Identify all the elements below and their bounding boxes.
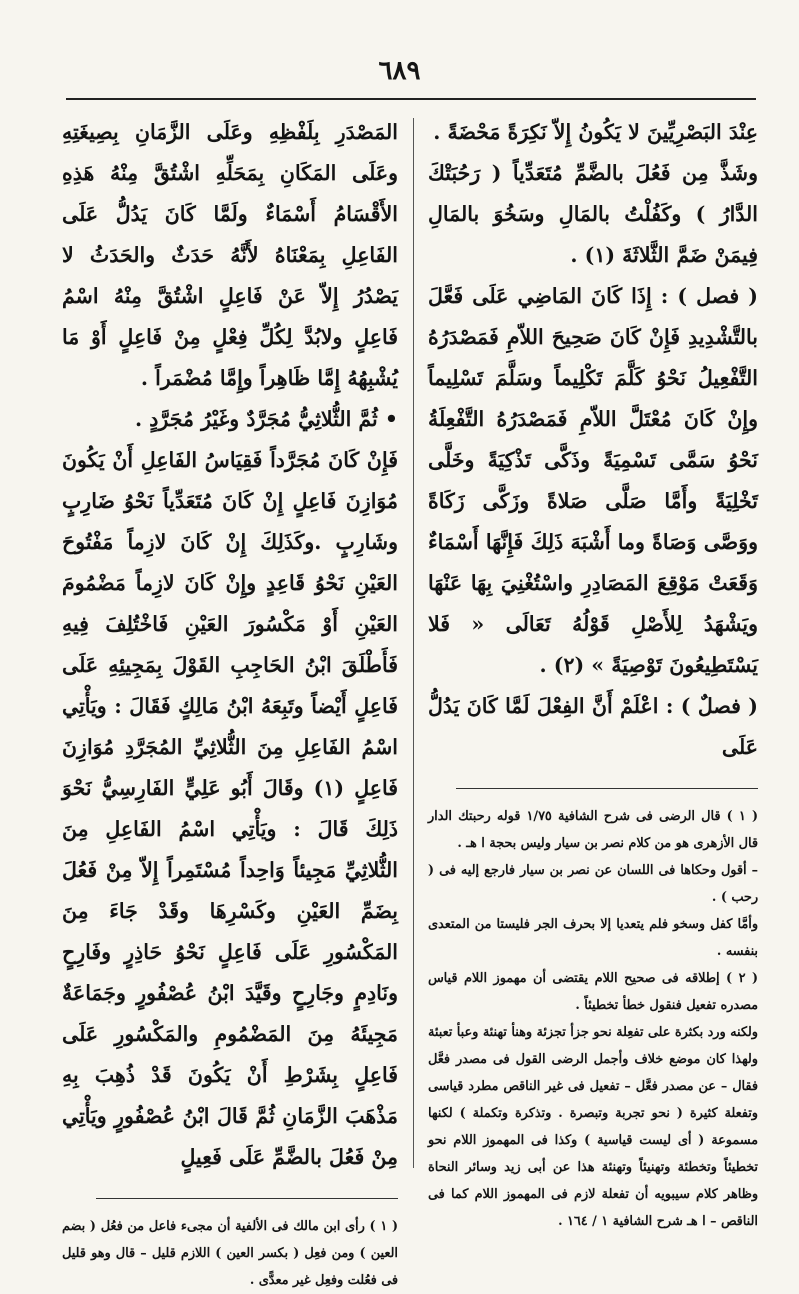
paragraph: عِنْدَ البَصْرِيِّينَ لا يَكُونُ إِلاّ نَكِرَةً مَحْضَةً . [433,120,758,144]
footnote: ولكنه ورد بكثرة على تفعِلة نحو جزأ تجزئة وهنأ تهنئة وعبأ تعبئة ولهذا كان موضع خلاف وأجمل الرضى القول فى مصدر فعَّل فقال – عن مصدر فعَّل – تفعيل فى غير الناقص مطرد قياسى وتفعلة كثيرة ( نحو تجربة وتبصرة . وتذكرة وتكملة ) لكنها مسموعة ( أى ليست قياسية ) وكذا فى المهموز اللام نحو تخطيئاً وتخطئة وتهنيئاً وتهنئة هذا عن أبى زيد وسائر النحاة وظاهر كلام سيبويه أن تفعلة لازم فى المهموز اللام كما فى الناقص – ا هـ شرح الشافية ١ / ١٦٤ . [428,1025,758,1229]
footnote: وأمَّا كفل وسخو فلم يتعديا إلا بحرف الجر فليستا من المتعدى بنفسه . [428,917,758,959]
paragraph: فَإِنْ كَانَ مُجَرَّداً فَقِيَاسُ الفَاعِلِ أَنْ يَكُونَ مُوَازِنَ فَاعِلٍ إِنْ كَانَ مُتَعَدِّياً نَحْوُ ضَارِبٍ وشَارِبٍ .وكَذَلِكَ إِنْ كَانَ لازِماً مَفْتُوحَ العَيْنِ نَحْوُ قَاعِدٍ وإِنْ كَانَ لازِماً مَضْمُومَ العَيْنِ أَوْ مَكْسُورَ العَيْنِ فَاخْتُلِفَ فِيهِ فَأَطْلَقَ ابْنُ الحَاجِبِ القَوْلَ بِمَجِيئِهِ عَلَى فَاعِلٍ أَيْضاً وتَبِعَهُ ابْنُ مَالِكٍ فَقَالَ : ويَأْتِي اسْمُ الفَاعِلِ مِنَ الثُّلاثِيِّ المُجَرَّدِ مُوَازِنَ فَاعِلٍ (١) وقَالَ أَبُو عَلِيٍّ الفَارِسِيُّ نَحْوَ ذَلِكَ قَالَ : ويَأْتِي اسْمُ الفَاعِلِ مِنَ الثُّلاثِيِّ مَجِيئاً وَاحِداً مُسْتَمِراً إِلاّ مِنْ فَعُلَ بِضَمِّ العَيْنِ وكَسْرِهَا وقَدْ جَاءَ مِنَ المَكْسُورِ عَلَى فَاعِلٍ نَحْوُ حَاذِرٍ وفَارِحٍ ونَادِمٍ وجَارِحٍ وقَيَّدَ ابْنُ عُصْفُورٍ وجَمَاعَةٌ مَجِيئَهُ مِنَ المَضْمُومِ والمَكْسُورِ عَلَى فَاعِلٍ بِشَرْطِ أَنْ يَكُونَ قَدْ ذُهِبَ بِهِ مَذْهَبَ الزَّمَانِ ثُمَّ قَالَ ابْنُ عُصْفُورٍ ويَأْتِي مِنْ فَعُلَ بالضَّمِّ عَلَى فَعِيلٍ [62,448,399,1169]
paragraph: المَصْدَرِ بِلَفْظِهِ وعَلَى الزَّمَانِ بِصِيغَتِهِ وعَلَى المَكَانِ بِمَحَلِّهِ اشْتُقَّ مِنْهُ هَذِهِ الأَقْسَامُ أَسْمَاءٌ ولَمَّا كَانَ يَدُلُّ عَلَى الفَاعِلِ بِمَعْنَاهُ لأَنَّهُ حَدَثٌ والحَدَثُ لا يَصْدُرُ إِلاّ عَنْ فَاعِلٍ اشْتُقَّ مِنْهُ اسْمُ فَاعِلٍ ولابُدَّ لِكُلِّ فِعْلٍ مِنْ فَاعِلٍ أَوْ مَا يُشْبِهُهُ إِمَّا ظَاهِراً وإِمَّا مُضْمَراً . [62,120,398,390]
left-column-main-text [62,112,398,1178]
footnote-rule [96,1198,398,1199]
page-number: ٦٨٩ [378,56,421,86]
footnote: ( ٢ ) إطلاقه فى صحيح اللام يقتضى أن مهموز اللام قياس مصدره تفعيل فنقول خطأ تخطيئاً . [428,971,758,1013]
footnote-rule [456,788,758,789]
right-column-footnotes [428,803,758,1235]
left-column-footnotes [62,1213,398,1294]
right-column-main-text [428,112,758,768]
paragraph: • ثُمَّ الثُّلاثِيُّ مُجَرَّدٌ وغَيْرُ مُجَرَّدٍ . [135,407,398,431]
paragraph: ( فصلٌ ) : اعْلَمْ أَنَّ الفِعْلَ لَمَّا كَانَ يَدُلُّ عَلَى [428,694,758,759]
footnote: ( ١ ) قال الرضى فى شرح الشافية ١/٧٥ قوله رحبتك الدار قال الأزهرى هو من كلام نصر بن سيار وليس بحجة ا هـ . [428,809,758,851]
footnote: – أقول وحكاها فى اللسان عن نصر بن سيار فارجع إليه فى ( رحب ) . [428,863,758,905]
column-divider [413,118,414,1168]
right-column [428,112,758,1235]
paragraph: وشَذَّ مِن فَعُلَ بالضَّمِّ مُتَعَدِّياً ( رَحُبَتْكَ الدَّارُ ) وكَفُلْتُ بالمَالِ وسَخُوَ بالمَالِ فِيمَنْ ضَمَّ الثَّلاثَةَ (١) . [428,161,758,267]
footnote: ( ١ ) رأى ابن مالك فى الألفية أن مجىء فاعل من فعُل ( بضم العين ) ومن فعِل ( بكسر العين ) اللازم قليل – قال وهو قليل فى فعُلت وفعِل غير معدًّى . [62,1219,398,1288]
left-column [62,112,398,1294]
paragraph: ( فصل ) : إِذَا كَانَ المَاضِي عَلَى فَعَّلَ بالتَّشْدِيدِ فَإِنْ كَانَ صَحِيحَ اللاّمِ فَمَصْدَرُهُ التَّفْعِيلُ نَحْوُ كَلَّمَ تَكْلِيماً وسَلَّمَ تَسْلِيماً وإِنْ كَانَ مُعْتَلَّ اللاّمِ فَمَصْدَرُهُ التَّفْعِلَةُ نَحْوُ سَمَّى تَسْمِيَةً وذَكَّى تَذْكِيَةً وخَلَّى تَخْلِيَةً وأَمَّا صَلَّى صَلاةً وزَكَّى زَكَاةً ووَصَّى وَصَاةً وما أَشْبَهَ ذَلِكَ فَإِنَّهَا أَسْمَاءٌ وَقَعَتْ مَوْقِعَ المَصَادِرِ واسْتُغْنِيَ بِهَا عَنْهَا ويَشْهَدُ لِلأَصْلِ قَوْلُهُ تَعَالَى « فَلا يَسْتَطِيعُونَ تَوْصِيَةً » (٢) . [428,284,758,677]
header-rule [66,98,756,100]
